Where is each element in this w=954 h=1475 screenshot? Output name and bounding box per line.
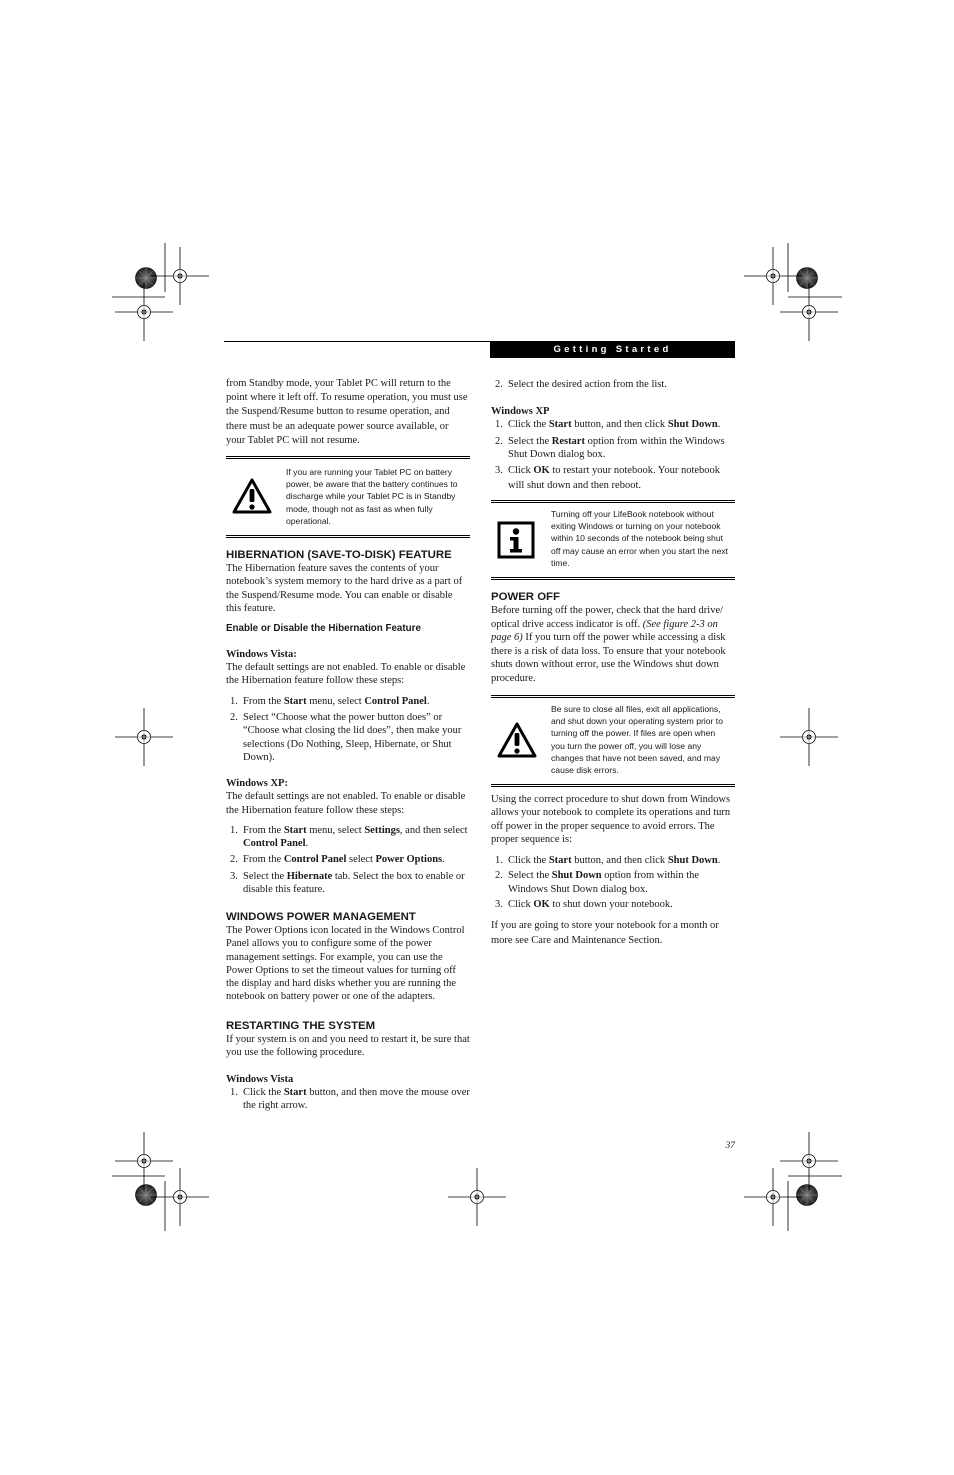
hibernation-body: The Hibernation feature saves the contents of your notebook’s system memory to the hard drive as a part of the Suspend/Resume mode. You can enable or disable this feature. [226, 563, 463, 614]
xp-steps [226, 824, 470, 896]
list-item: 2. From the Control Panel select Power Options. [230, 854, 445, 866]
list-item: 3. Select the Hibernate tab. Select the box to enable or disable this feature. [230, 870, 465, 896]
list-item: 1. Click the Start button, and then click Shut Down. [495, 855, 721, 867]
power-management-body: The Power Options icon located in the Windows Control Panel allows you to configure some of the power management settings. For example, you can use the Power Options to set the timeout values for turning off the display and hard disks whether you are running the notebook on battery power or one of the adapters. [226, 925, 465, 1003]
caution-icon [232, 478, 272, 514]
vista-label: Windows Vista: [226, 649, 297, 661]
caution-note-standby [226, 456, 470, 538]
intro-text: from Standby mode, your Tablet PC will return to the point where it left off. To resume operation, you must use the Suspend/Resume button to resume operation, and there must be an adequate power source available, or your Tablet PC will not resume. [226, 378, 468, 446]
intro-paragraph [226, 377, 470, 448]
list-item: 1. Click the Start button, and then move the mouse over the right arrow. [230, 1086, 470, 1111]
restart-xp-label: Windows XP [491, 406, 550, 418]
info-icon [497, 521, 535, 559]
figure-reference: (See figure 2-3 on page 6) [491, 618, 718, 644]
shutdown-steps [491, 854, 735, 911]
list-item: 1. From the Start menu, select Settings, and then select Control Panel. [230, 824, 468, 850]
page-number: 37 [725, 1141, 735, 1151]
xp-body: The default settings are not enabled. To enable or disable the Hibernation feature follow these steps: [226, 791, 466, 816]
vista-body: The default settings are not enabled. To enable or disable the Hibernation feature follow these steps: [226, 662, 466, 687]
caution-text: If you are running your Tablet PC on battery power, be aware that the battery continues to discharge while your Tablet PC is in Standby mode, though not as fast as when fully operational. [286, 467, 458, 526]
xp-label: Windows XP: [226, 778, 288, 790]
caution-text: Be sure to close all files, exit all applications, and shut down your operating system prior to turning off the power. If files are open when you turn the power off, you will lose any changes that have not been saved, and may cause disk errors. [551, 704, 723, 776]
power-off-section [491, 590, 735, 686]
shutdown-section [491, 793, 735, 949]
hibernation-heading: HIBERNATION (SAVE-TO-DISK) FEATURE [226, 549, 452, 561]
info-note-shutdown [491, 500, 735, 580]
power-off-heading: POWER OFF [491, 591, 560, 603]
restart-heading: RESTARTING THE SYSTEM [226, 1020, 376, 1032]
list-item: 2. Select the Restart option from within the Windows Shut Down dialog box. [495, 435, 725, 460]
restart-continued [491, 378, 735, 493]
list-item: 2. Select “Choose what the power button does” or “Choose what closing the lid does”, then make your selections (Do Nothing, Sleep, Hibernate, or Shut Down). [230, 712, 462, 763]
list-item: 3. Click OK to restart your notebook. Your notebook will shut down and then reboot. [495, 465, 721, 491]
vista-steps [226, 695, 470, 764]
power-management-section [226, 910, 470, 1004]
info-text: Turning off your LifeBook notebook without exiting Windows or turning on your notebook within 10 seconds of the notebook being shut off may cause an error when you start the next time. [551, 509, 729, 568]
restart-vista-steps-continued [491, 378, 735, 391]
power-off-body: Before turning off the power, check that the hard drive/ optical drive access indicator is off. (See figure 2-3 on page 6) If you turn off the power while accessing a disk there is a risk of data loss. To ensure that your notebook shuts down without error, use the Windows shut down procedure. [491, 605, 726, 684]
power-management-heading: WINDOWS POWER MANAGEMENT [226, 911, 416, 923]
storage-note: If you are going to store your notebook for a month or more see Care and Maintenance Section. [491, 920, 719, 947]
restart-body: If your system is on and you need to restart it, be sure that you use the following procedure. [226, 1034, 470, 1059]
caution-icon [497, 722, 537, 758]
restart-vista-label: Windows Vista [226, 1073, 294, 1085]
shutdown-body: Using the correct procedure to shut down from Windows allows your notebook to complete its operations and turn off power in the proper sequence to avoid errors. The proper sequence is: [491, 794, 731, 845]
list-item: 2. Select the desired action from the list. [495, 379, 667, 390]
hibernation-subheading: Enable or Disable the Hibernation Feature [226, 623, 421, 635]
list-item: 3. Click OK to shut down your notebook. [495, 899, 673, 911]
list-item: 1. From the Start menu, select Control Panel. [230, 695, 430, 707]
section-header: Getting Started [490, 341, 735, 358]
restart-xp-steps [491, 418, 735, 493]
list-item: 1. Click the Start button, and then click Shut Down. [495, 419, 721, 431]
restart-vista-steps [226, 1086, 470, 1113]
restart-section [226, 1019, 470, 1112]
hibernation-section [226, 548, 470, 896]
list-item: 2. Select the Shut Down option from within the Windows Shut Down dialog box. [495, 870, 700, 895]
header-rule [224, 341, 490, 342]
caution-note-power-off [491, 695, 735, 787]
